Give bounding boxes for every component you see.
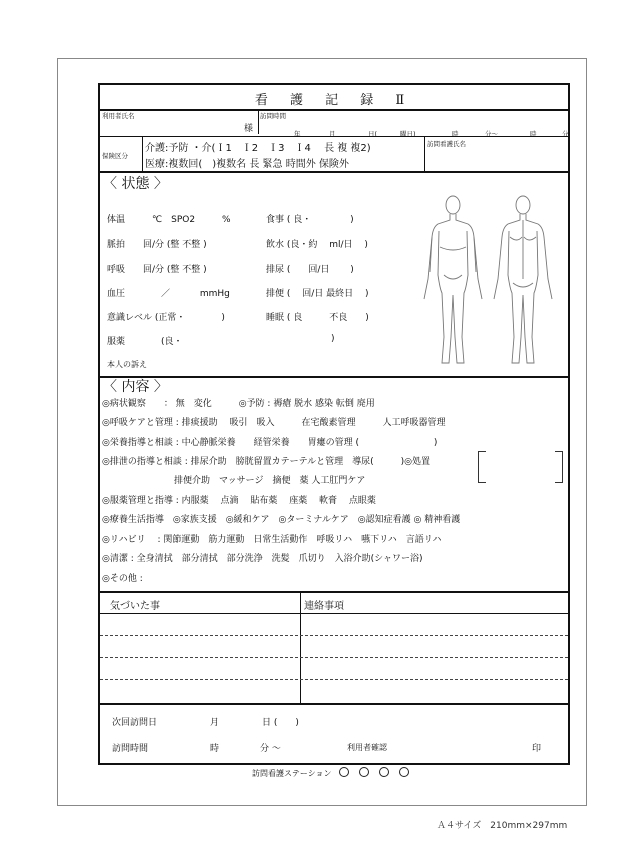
ruled-line xyxy=(100,635,568,636)
station-line xyxy=(252,767,414,779)
circle-icon xyxy=(339,767,349,777)
body-front-figure xyxy=(424,196,482,363)
state-row-left: 脈拍 回/分 (整 不整 ) xyxy=(107,240,207,250)
content-row: ◎その他 : xyxy=(102,574,143,584)
visit-minute: 分 〜 xyxy=(260,744,281,754)
insurance-line-2: 医療:複数回( )複数名 長 緊急 時間外 保険外 xyxy=(145,159,349,170)
state-row-left: 意識レベル (正常・ ) xyxy=(107,313,225,323)
next-visit-month: 月 xyxy=(210,718,220,728)
state-row-right: ) xyxy=(331,334,335,344)
content-row: ◎病状観察 ： 無 変化 ◎予防 : 褥瘡 脱水 感染 転倒 廃用 xyxy=(102,399,375,409)
state-row-left: 呼吸 回/分 (整 不整 ) xyxy=(107,265,207,275)
visit-time-label: 訪問時間 xyxy=(260,112,286,120)
divider xyxy=(142,136,143,171)
body-diagram xyxy=(418,187,558,373)
divider xyxy=(300,591,301,703)
visit-time-label-footer: 訪問時間 xyxy=(112,744,149,754)
divider xyxy=(100,376,568,378)
content-row: ◎清潔 : 全身清拭 部分清拭 部分洗浄 洗髪 爪切り 入浴介助(シャワー浴) xyxy=(102,554,423,564)
date-day: 日( xyxy=(368,130,378,138)
circle-icon xyxy=(379,767,389,777)
next-visit-day: 日 ( ) xyxy=(262,718,299,728)
treatment-bracket-left xyxy=(478,451,486,483)
divider xyxy=(258,109,259,134)
seal-mark: 印 xyxy=(532,744,542,754)
state-row-right: 飲水 (良・約 ml/日 ) xyxy=(266,240,368,250)
time-end-hour: 時 xyxy=(530,130,537,138)
station-label: 訪問看護ステーション xyxy=(252,769,332,778)
ruled-line xyxy=(100,679,568,680)
time-start-hour: 時 xyxy=(452,130,459,138)
divider xyxy=(100,109,568,111)
sama-label: 様 xyxy=(244,124,254,134)
divider xyxy=(100,591,568,593)
divider xyxy=(100,613,568,614)
user-name-label: 利用者氏名 xyxy=(102,112,135,120)
paper-size-note: Ａ４サイズ 210mm×297mm xyxy=(437,821,568,831)
state-row-right: 食事 ( 良・ ) xyxy=(266,215,354,225)
circle-icon xyxy=(399,767,409,777)
date-month: 月 xyxy=(329,130,336,138)
state-row-right: 排便 ( 回/日 最終日 ) xyxy=(266,289,369,299)
next-visit-label: 次回訪問日 xyxy=(112,718,158,728)
content-row: ◎リハビリ : 関節運動 筋力運動 日常生活動作 呼吸リハ 嚥下リハ 言語リハ xyxy=(102,535,442,545)
insurance-label: 保険区分 xyxy=(102,152,128,160)
circle-icon xyxy=(359,767,369,777)
content-row: ◎服薬管理と指導 : 内服薬 点滴 貼布薬 座薬 軟膏 点眼薬 xyxy=(102,496,376,506)
insurance-line-1: 介護:予防 ・介(Ｉ1 Ｉ2 Ｉ3 Ｉ4 長 複 複2) xyxy=(145,143,371,154)
user-confirm-label: 利用者確認 xyxy=(347,743,387,752)
contact-label: 連絡事項 xyxy=(304,601,344,612)
treatment-bracket-right xyxy=(555,451,563,483)
state-row-left: 血圧 ／ mmHg xyxy=(107,289,230,299)
divider xyxy=(424,136,425,171)
ruled-line xyxy=(100,657,568,658)
date-year: 年 xyxy=(294,130,301,138)
content-row: ◎療養生活指導 ◎家族支援 ◎緩和ケア ◎ターミナルケア ◎認知症看護 ◎ 精神看護 xyxy=(102,515,461,525)
state-heading: 〈 状態 〉 xyxy=(103,176,168,192)
complaint-label: 本人の訴え xyxy=(107,360,147,369)
time-end-minute: 分 xyxy=(562,130,569,138)
time-start-minute: 分〜 xyxy=(485,130,498,138)
visit-hour: 時 xyxy=(210,744,220,754)
state-row-right: 排尿 ( 回/日 ) xyxy=(266,265,354,275)
content-heading: 〈 内容 〉 xyxy=(103,379,168,395)
nurse-name-label: 訪問看護氏名 xyxy=(427,140,466,148)
state-row-left: 体温 ℃ SPO2 % xyxy=(107,215,231,225)
content-row: 排便介助 マッサージ 摘便 薬 人工肛門ケア xyxy=(102,476,366,486)
nursing-record-form xyxy=(98,83,570,765)
content-row: ◎排泄の指導と相談 : 排尿介助 膀胱留置カテーテルと管理 導尿( )◎処置 xyxy=(102,457,431,467)
content-row: ◎栄養指導と相談 : 中心静脈栄養 経管栄養 胃瘻の管理 ( ) xyxy=(102,438,438,448)
page-title: 看 護 記 録 Ⅱ xyxy=(254,93,414,108)
state-row-right: 睡眠 ( 良 不良 ) xyxy=(266,313,369,323)
body-back-figure xyxy=(494,196,552,363)
content-row: ◎呼吸ケアと管理 : 排痰援助 吸引 吸入 在宅酸素管理 人工呼吸器管理 xyxy=(102,418,446,428)
divider xyxy=(100,703,568,705)
noticed-label: 気づいた事 xyxy=(110,601,160,612)
state-row-left: 服薬 (良・ xyxy=(107,337,183,347)
date-weekday: 曜日) xyxy=(400,130,416,138)
divider xyxy=(100,136,568,137)
divider xyxy=(100,171,568,173)
